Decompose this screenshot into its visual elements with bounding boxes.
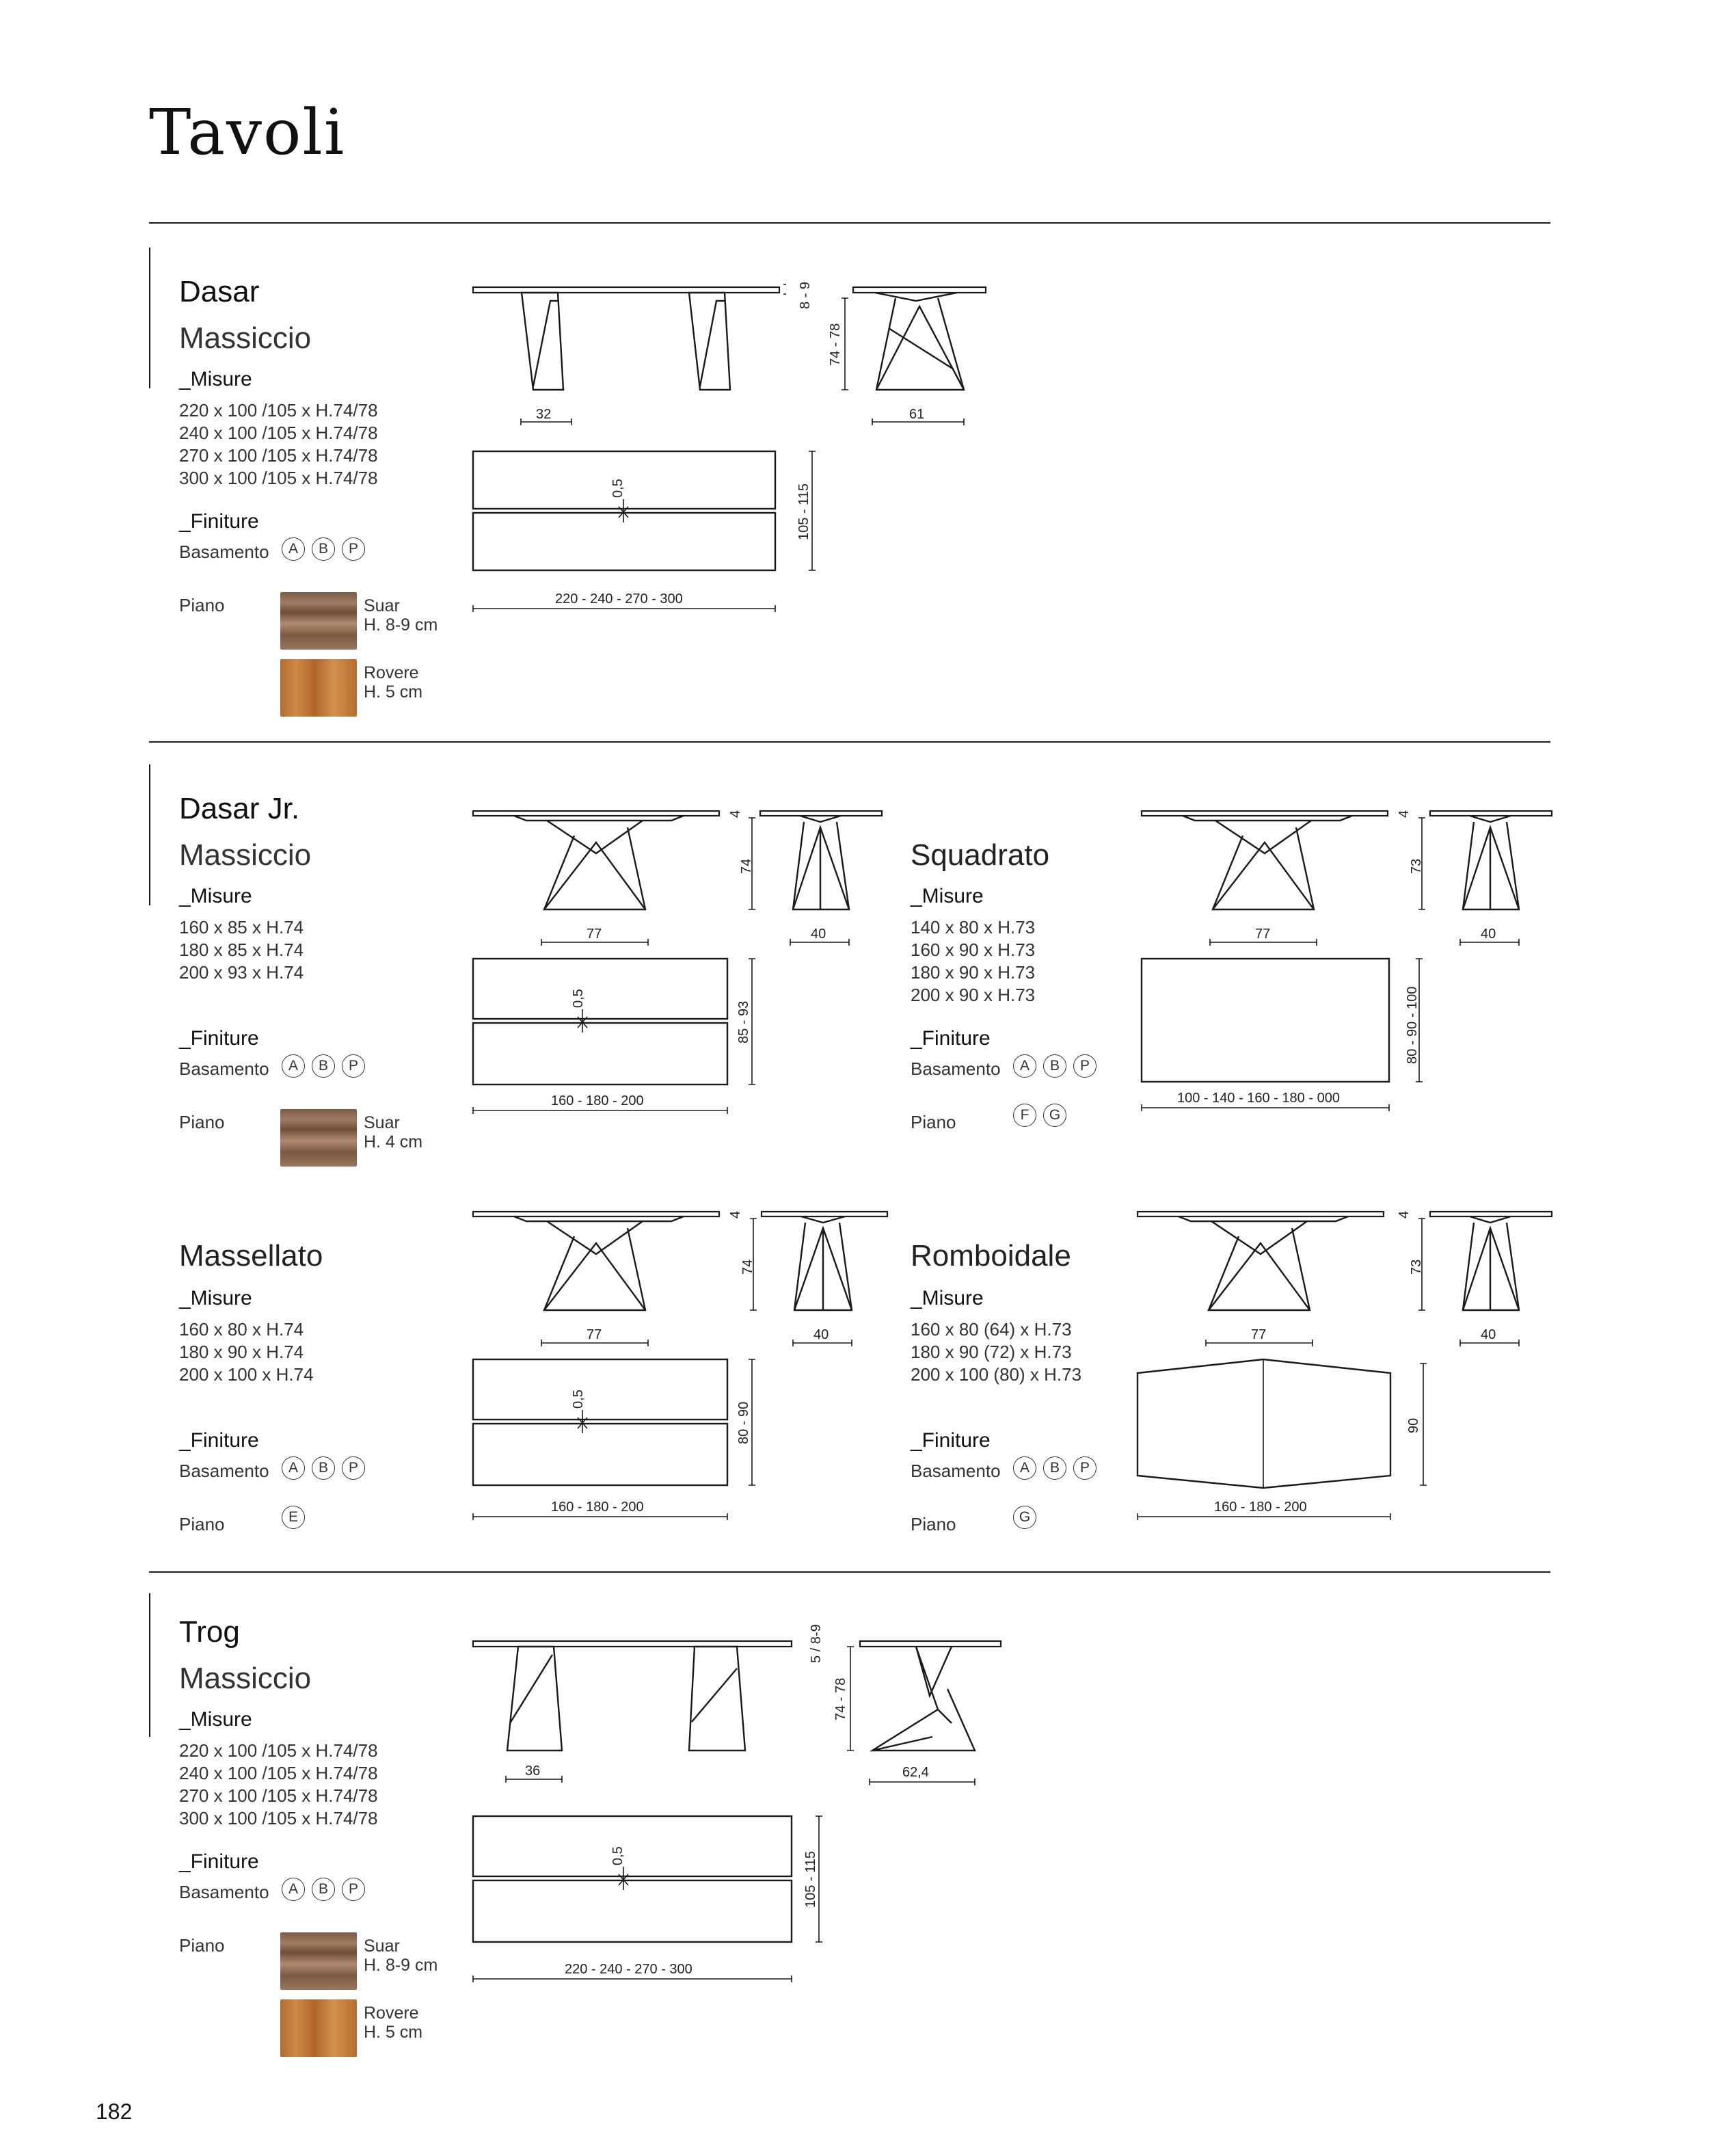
size-list: 160 x 80 (64) x H.73 180 x 90 (72) x H.73 200 x 100 (80) x H.73 [911,1319,1082,1385]
wood-caption: Rovere H. 5 cm [364,663,423,702]
finish-chip: P [342,1878,365,1901]
piano-label: Piano [179,595,225,615]
dim-top: 4 [728,810,743,818]
piano-label: Piano [911,1112,956,1132]
massellato-side-drawing [740,1212,887,1346]
product-name: Squadrato [911,838,1050,872]
dim-length: 220 - 240 - 270 - 300 [555,591,683,607]
finish-chip: A [1013,1456,1036,1480]
misure-heading: _Misure [911,885,984,907]
product-name: Dasar Jr. [179,792,300,825]
dim-side: 62,4 [902,1765,929,1780]
page-number: 182 [96,2099,133,2124]
misure-heading: _Misure [179,1708,252,1731]
dim-top: 4 [1397,1210,1412,1219]
dim-length: 100 - 140 - 160 - 180 - 000 [1177,1091,1340,1106]
dim-joint: 0,5 [610,1846,625,1865]
product-name: Dasar [179,275,260,308]
dim-height: 74 [740,1259,755,1275]
dim-side: 61 [909,407,925,422]
squadrato-side-drawing [1409,811,1552,946]
dim-height: 74 - 78 [828,323,843,366]
dim-joint: 0,5 [571,1389,586,1409]
piano-label: Piano [911,1514,956,1534]
product-subtitle: Massiccio [179,838,312,872]
finish-chip: B [312,1456,335,1480]
misure-heading: _Misure [179,885,252,907]
dim-depth: 85 - 93 [736,1000,751,1043]
finiture-heading: _Finiture [179,1850,259,1873]
dasar-front-drawing [473,282,813,425]
product-name: Massellato [179,1239,323,1273]
dim-leg: 77 [587,927,602,942]
finish-chip: A [282,537,305,561]
wood-caption: Suar H. 8-9 cm [364,596,438,635]
finish-chip: G [1043,1104,1066,1127]
product-subtitle: Massiccio [179,1662,312,1695]
dim-top: 4 [1397,810,1412,818]
dim-joint: 0,5 [610,479,625,498]
dim-side: 40 [1481,1327,1496,1342]
basamento-label: Basamento [179,1059,269,1079]
finish-chip: G [1013,1506,1036,1529]
dim-length: 220 - 240 - 270 - 300 [565,1962,692,1977]
size-list: 220 x 100 /105 x H.74/78 240 x 100 /105 x H.74/78 270 x 100 /105 x H.74/78 300 x 100 /105 x H.74/78 [179,1740,378,1828]
dim-length: 160 - 180 - 200 [551,1093,644,1108]
finish-chip: B [1043,1456,1066,1480]
dasar-jr-plan-drawing [473,959,755,1114]
product-name: Romboidale [911,1239,1071,1273]
finish-chip: A [282,1456,305,1480]
dim-height: 73 [1409,1259,1424,1275]
product-subtitle: Massiccio [179,321,312,355]
dim-height: 74 [739,858,754,874]
dasar-jr-side-drawing [739,811,882,946]
basamento-label: Basamento [179,1882,269,1902]
dim-height: 74 - 78 [833,1677,848,1720]
finish-chip: A [282,1054,305,1078]
finiture-heading: _Finiture [179,1027,259,1050]
dim-depth: 80 - 90 - 100 [1405,986,1420,1064]
dim-length: 160 - 180 - 200 [1214,1500,1307,1515]
size-list: 220 x 100 /105 x H.74/78 240 x 100 /105 x H.74/78 270 x 100 /105 x H.74/78 300 x 100 /105 x H.74/78 [179,400,378,488]
dim-side: 40 [811,927,826,942]
dim-leg: 36 [525,1764,541,1779]
finish-chip: F [1013,1104,1036,1127]
dim-leg: 77 [587,1327,602,1342]
finiture-heading: _Finiture [911,1027,991,1050]
trog-front-drawing [473,1624,824,1783]
dasar-jr-front-drawing [473,810,743,946]
basamento-label: Basamento [911,1059,1001,1079]
finish-chip: P [1073,1054,1096,1078]
finish-chip: B [312,537,335,561]
dim-side: 40 [813,1327,829,1342]
product-name: Trog [179,1615,240,1649]
finish-chip: P [342,537,365,561]
dim-depth: 90 [1406,1418,1421,1433]
finish-chip: P [1073,1456,1096,1480]
basamento-label: Basamento [911,1461,1001,1481]
squadrato-plan-drawing [1142,959,1423,1111]
finish-chip: P [342,1054,365,1078]
piano-label: Piano [179,1935,225,1956]
finish-chip: A [1013,1054,1036,1078]
finiture-heading: _Finiture [911,1429,991,1452]
dim-top: 8 - 9 [798,281,813,309]
finish-chip: P [342,1456,365,1480]
finish-chip: B [312,1054,335,1078]
piano-label: Piano [179,1514,225,1534]
dim-joint: 0,5 [571,989,586,1008]
dim-length: 160 - 180 - 200 [551,1500,644,1515]
squadrato-front-drawing [1142,810,1412,946]
finish-chip: A [282,1878,305,1901]
romboidale-plan-drawing [1138,1359,1427,1520]
dim-leg: 77 [1251,1327,1267,1342]
size-list: 140 x 80 x H.73 160 x 90 x H.73 180 x 90 x H.73 200 x 90 x H.73 [911,917,1036,1005]
finiture-heading: _Finiture [179,510,259,533]
basamento-label: Basamento [179,1461,269,1481]
misure-heading: _Misure [179,1287,252,1309]
page-title: Tavoli [149,96,346,169]
dim-side: 40 [1481,927,1496,942]
dim-depth: 105 - 115 [796,483,811,540]
dim-leg: 77 [1255,927,1271,942]
dasar-side-drawing [828,287,986,425]
romboidale-side-drawing [1409,1212,1552,1346]
misure-heading: _Misure [911,1287,984,1309]
dim-top: 4 [728,1210,743,1219]
wood-caption: Rovere H. 5 cm [364,2004,423,2042]
finish-chip: E [282,1506,305,1529]
wood-caption: Suar H. 8-9 cm [364,1937,438,1975]
misure-heading: _Misure [179,368,252,390]
romboidale-front-drawing [1138,1211,1412,1346]
finiture-heading: _Finiture [179,1429,259,1452]
trog-plan-drawing [473,1816,822,1982]
massellato-plan-drawing [473,1359,755,1520]
dim-top: 5 / 8-9 [809,1624,824,1663]
basamento-label: Basamento [179,542,269,562]
dasar-plan-drawing [473,451,816,612]
massellato-front-drawing [473,1211,743,1346]
piano-label: Piano [179,1112,225,1132]
size-list: 160 x 80 x H.74 180 x 90 x H.74 200 x 100 x H.74 [179,1319,314,1385]
dim-leg: 32 [536,407,552,422]
wood-caption: Suar H. 4 cm [364,1113,423,1152]
dim-depth: 105 - 115 [803,1850,818,1908]
finish-chip: B [312,1878,335,1901]
trog-side-drawing [833,1641,1001,1785]
dim-depth: 80 - 90 [736,1401,751,1444]
finish-chip: B [1043,1054,1066,1078]
size-list: 160 x 85 x H.74 180 x 85 x H.74 200 x 93 x H.74 [179,917,304,983]
dim-height: 73 [1409,858,1424,874]
